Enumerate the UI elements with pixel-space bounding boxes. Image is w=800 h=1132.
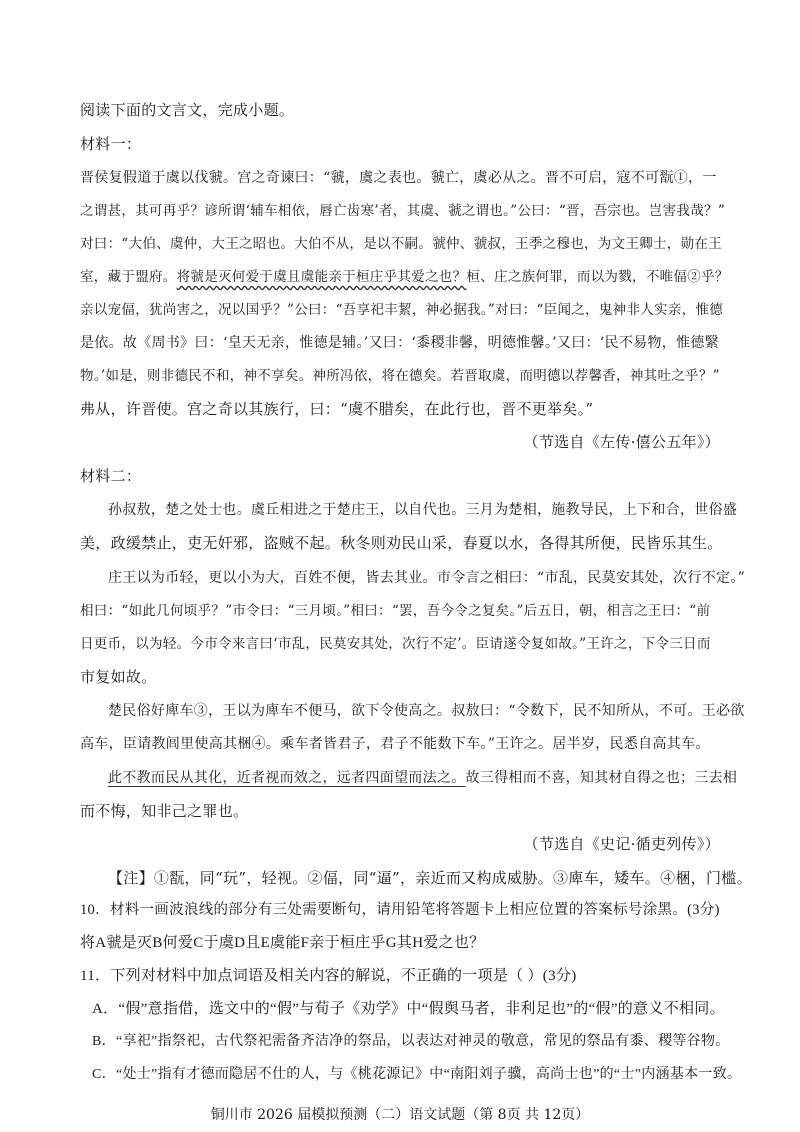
instruction: 阅读下面的文言文，完成小题。 bbox=[80, 101, 295, 119]
passage-line: 物。’如是，则非德民不和，神不享矣。神所冯依，将在德矣。若晋取虞，而明德以荐馨香，神其吐之乎？” bbox=[80, 368, 720, 384]
passage-line: 弗从，许晋使。宫之奇以其族行，曰：“虞不腊矣，在此行也，晋不更举矣。” bbox=[80, 400, 594, 418]
underlined-sentence: 此不教而民从其化，近者视而效之，远者四面望而法之。 bbox=[108, 770, 466, 786]
passage-line: 日更币，以为轻。今市令来言曰‘市乱，民莫安其处，次行不定’。臣请遂令复如故。”王许之，下令三日而 bbox=[80, 636, 711, 652]
passage-line: 对曰：“大伯、虞仲，大王之昭也。大伯不从，是以不嗣。虢仲、虢叔，王季之穆也，为文王卿士，勋在王 bbox=[80, 236, 722, 252]
passage-line: 相曰：“如此几何顷乎？”市令曰：“三月顷。”相曰：“罢，吾今令之复矣。”后五日，朝，相言之王曰：“前 bbox=[80, 603, 711, 619]
passage-line: 亲以宠偪，犹尚害之，况以国乎？”公曰：“吾享祀丰絜，神必据我。”对曰：“臣闻之，鬼神非人实亲，惟德 bbox=[80, 302, 724, 318]
question-10-stem: 10．材料一画波浪线的部分有三处需要断句，请用铅笔将答题卡上相应位置的答案标号涂黑。(3分) bbox=[80, 902, 720, 918]
page-footer: 铜川市 2026 届模拟预测（二）语文试题（第 8页 共 12页） bbox=[210, 1107, 590, 1123]
passage-line: 楚民俗好庳车③，王以为庳车不便马，欲下令使高之。叔敖曰：“令数下，民不知所从，不可。王必欲 bbox=[108, 703, 745, 719]
passage-line: 是依。故《周书》曰：‘皇天无亲，惟德是辅。’又曰：‘黍稷非馨，明德惟馨。’又曰：‘民不易物，惟德繄 bbox=[80, 335, 719, 351]
passage-line bbox=[80, 267, 730, 287]
material-1-label: 材料一： bbox=[80, 135, 142, 153]
material-2-label: 材料二： bbox=[80, 467, 142, 485]
passage-text: 桓、庄之族何罪，而以为戮，不唯偪②乎？ bbox=[466, 269, 729, 285]
wavy-underlined-sentence: 将虢是灭何爱于虞且虞能亲于桓庄乎其爱之也？ bbox=[176, 269, 467, 285]
passage-line: 高车，臣请教闾里使高其梱④。乘车者皆君子，君子不能数下车。”王许之。居半岁，民悉自高其车。 bbox=[80, 736, 710, 752]
question-10-options: 将A虢是灭B何爱C于虞D且E虞能F亲于桓庄乎G其H爱之也？ bbox=[80, 935, 485, 951]
question-11-option-a: A．“假”意指借，选文中的“假”与荀子《劝学》中“假舆马者，非利足也”的“假”的意义不相同。 bbox=[92, 1001, 725, 1017]
passage-line: 晋侯复假道于虞以伐虢。宫之奇谏曰：“虢，虞之表也。虢亡，虞必从之。晋不可启，寇不可翫①，一 bbox=[80, 170, 717, 186]
passage-line: 而不悔，知非己之罪也。 bbox=[80, 802, 249, 820]
material-2-source: （节选自《史记·循吏列传》） bbox=[523, 835, 720, 853]
passage-line: 孙叔敖，楚之处士也。虞丘相进之于楚庄王，以自代也。三月为楚相，施教导民，上下和合，世俗盛 bbox=[108, 502, 738, 518]
passage-line: 美，政缓禁止，吏无奸邪，盗贼不起。秋冬则劝民山采，春夏以水，各得其所便，民皆乐其生。 bbox=[80, 534, 723, 552]
question-11-stem: 11．下列对材料中加点词语及相关内容的解说，不正确的一项是（ ）(3分) bbox=[80, 968, 577, 984]
annotation-note: 【注】①翫，同“玩”，轻视。②偪，同“逼”，亲近而又构成威胁。③庳车，矮车。④梱，门槛。 bbox=[108, 869, 752, 887]
question-11-option-c: C．“处士”指有才德而隐居不仕的人，与《桃花源记》中“南阳刘子骥，高尚士也”的“士”内涵基本一致。 bbox=[92, 1067, 742, 1082]
material-1-source: （节选自《左传·僖公五年》） bbox=[523, 433, 720, 451]
question-11-option-b: B．“享祀”指祭祀，古代祭祀需备齐洁净的祭品，以表达对神灵的敬意，常见的祭品有黍、稷等谷物。 bbox=[92, 1034, 730, 1049]
passage-line bbox=[108, 768, 758, 788]
passage-line: 庄王以为币轻，更以小为大，百姓不便，皆去其业。市令言之相曰：“市乱，民莫安其处，次行不定。” bbox=[108, 570, 746, 586]
passage-line: 之谓甚，其可再乎？谚所谓‘辅车相依，唇亡齿寒’者，其虞、虢之谓也。”公曰：“晋，吾宗也。岂害我哉？” bbox=[80, 203, 726, 219]
passage-line: 市复如故。 bbox=[80, 668, 157, 686]
passage-text: 室，藏于盟府。 bbox=[80, 269, 177, 285]
passage-text: 故三得相而不喜，知其材自得之也；三去相 bbox=[465, 770, 738, 786]
